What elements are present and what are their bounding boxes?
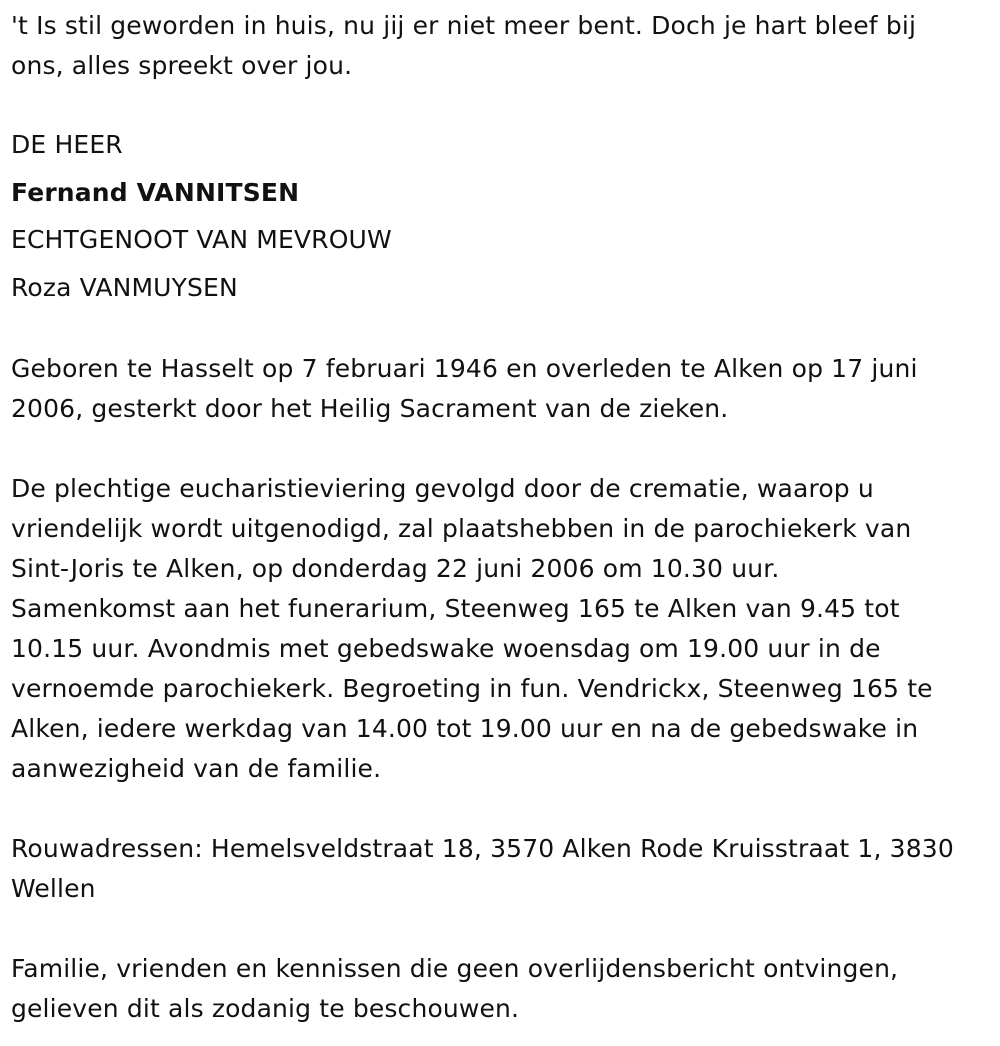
intro-line: ons, alles spreekt over jou. bbox=[11, 51, 353, 80]
birth-death-line: Geboren te Hasselt op 7 februari 1946 en overleden te Alken op 17 juni bbox=[11, 354, 918, 383]
address-line: Wellen bbox=[11, 874, 96, 903]
ceremony-line: vernoemde parochiekerk. Begroeting in fun. Vendrickx, Steenweg 165 te bbox=[11, 674, 933, 703]
spouse-name: Roza VANMUYSEN bbox=[11, 273, 238, 302]
intro-line: 't Is stil geworden in huis, nu jij er niet meer bent. Doch je hart bleef bij bbox=[11, 11, 917, 40]
address-line: Rouwadressen: Hemelsveldstraat 18, 3570 Alken Rode Kruisstraat 1, 3830 bbox=[11, 834, 954, 863]
ceremony-line: De plechtige eucharistieviering gevolgd door de crematie, waarop u bbox=[11, 474, 874, 503]
ceremony-line: Sint-Joris te Alken, op donderdag 22 juni 2006 om 10.30 uur. bbox=[11, 554, 780, 583]
closing-line: gelieven dit als zodanig te beschouwen. bbox=[11, 994, 520, 1023]
deceased-name: Fernand VANNITSEN bbox=[11, 178, 300, 207]
ceremony-line: vriendelijk wordt uitgenodigd, zal plaatshebben in de parochiekerk van bbox=[11, 514, 912, 543]
ceremony-line: 10.15 uur. Avondmis met gebedswake woensdag om 19.00 uur in de bbox=[11, 634, 881, 663]
ceremony-line: Alken, iedere werkdag van 14.00 tot 19.00 uur en na de gebedswake in bbox=[11, 714, 919, 743]
ceremony-line: aanwezigheid van de familie. bbox=[11, 754, 382, 783]
birth-death-line: 2006, gesterkt door het Heilig Sacrament van de zieken. bbox=[11, 394, 729, 423]
ceremony-line: Samenkomst aan het funerarium, Steenweg 165 te Alken van 9.45 tot bbox=[11, 594, 900, 623]
relation-label: ECHTGENOOT VAN MEVROUW bbox=[11, 225, 392, 254]
closing-line: Familie, vrienden en kennissen die geen overlijdensbericht ontvingen, bbox=[11, 954, 899, 983]
honorific-title: DE HEER bbox=[11, 130, 123, 159]
